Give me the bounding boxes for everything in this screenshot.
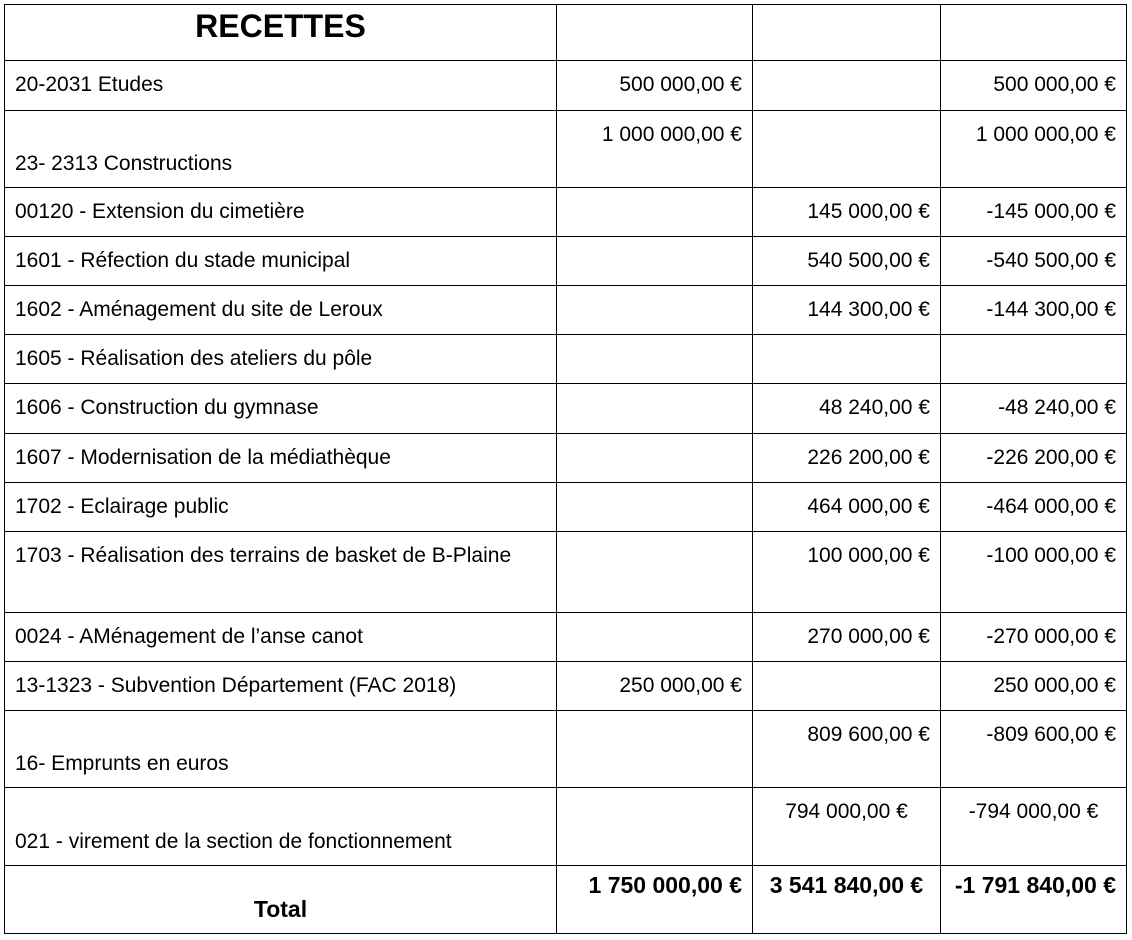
row-amount: -464 000,00 € xyxy=(941,483,1127,532)
row-amount xyxy=(753,662,941,711)
row-label: 23- 2313 Constructions xyxy=(5,111,557,188)
table-row xyxy=(5,384,1127,434)
table-title: RECETTES xyxy=(5,5,557,61)
total-amount: -1 791 840,00 € xyxy=(941,866,1127,934)
row-amount xyxy=(557,434,753,483)
recettes-table xyxy=(4,4,1127,934)
row-label: 1702 - Eclairage public xyxy=(5,483,557,532)
row-amount xyxy=(557,788,753,866)
header-row xyxy=(5,5,1127,61)
row-label: 1607 - Modernisation de la médiathèque xyxy=(5,434,557,483)
row-label: 1602 - Aménagement du site de Leroux xyxy=(5,286,557,335)
row-amount: 500 000,00 € xyxy=(557,61,753,111)
row-amount xyxy=(557,286,753,335)
row-amount: -809 600,00 € xyxy=(941,711,1127,788)
row-amount xyxy=(557,532,753,613)
row-amount xyxy=(557,188,753,237)
total-amount: 1 750 000,00 € xyxy=(557,866,753,934)
row-amount: -144 300,00 € xyxy=(941,286,1127,335)
total-row xyxy=(5,866,1127,934)
row-amount: -540 500,00 € xyxy=(941,237,1127,286)
row-amount xyxy=(557,384,753,434)
row-amount: 1 000 000,00 € xyxy=(941,111,1127,188)
row-amount: -270 000,00 € xyxy=(941,613,1127,662)
row-amount xyxy=(753,111,941,188)
row-amount: 100 000,00 € xyxy=(753,532,941,613)
row-amount: 144 300,00 € xyxy=(753,286,941,335)
row-amount: 270 000,00 € xyxy=(753,613,941,662)
table-row xyxy=(5,286,1127,335)
table-row xyxy=(5,711,1127,788)
row-amount: -100 000,00 € xyxy=(941,532,1127,613)
row-label: 0024 - AMénagement de l’anse canot xyxy=(5,613,557,662)
table-row xyxy=(5,188,1127,237)
row-amount: 500 000,00 € xyxy=(941,61,1127,111)
row-amount: 1 000 000,00 € xyxy=(557,111,753,188)
row-amount xyxy=(557,483,753,532)
table-row xyxy=(5,61,1127,111)
row-label: 021 - virement de la section de fonctionnement xyxy=(5,788,557,866)
row-amount xyxy=(753,335,941,384)
row-label: 16- Emprunts en euros xyxy=(5,711,557,788)
row-amount: 145 000,00 € xyxy=(753,188,941,237)
total-amount: 3 541 840,00 € xyxy=(753,866,941,934)
row-amount xyxy=(557,711,753,788)
row-amount xyxy=(557,335,753,384)
total-label: Total xyxy=(5,866,557,934)
row-amount xyxy=(557,237,753,286)
row-label: 1605 - Réalisation des ateliers du pôle xyxy=(5,335,557,384)
row-amount: 794 000,00 € xyxy=(753,788,941,866)
row-amount: 250 000,00 € xyxy=(557,662,753,711)
table-row xyxy=(5,335,1127,384)
row-amount: -48 240,00 € xyxy=(941,384,1127,434)
table-row xyxy=(5,237,1127,286)
row-amount: 250 000,00 € xyxy=(941,662,1127,711)
row-amount: 48 240,00 € xyxy=(753,384,941,434)
table-row xyxy=(5,111,1127,188)
row-label: 1606 - Construction du gymnase xyxy=(5,384,557,434)
table-row xyxy=(5,662,1127,711)
row-amount xyxy=(753,61,941,111)
table-row xyxy=(5,483,1127,532)
table-row xyxy=(5,613,1127,662)
row-label: 13-1323 - Subvention Département (FAC 2018) xyxy=(5,662,557,711)
row-amount: 809 600,00 € xyxy=(753,711,941,788)
row-amount xyxy=(557,613,753,662)
table-row xyxy=(5,434,1127,483)
row-amount: -226 200,00 € xyxy=(941,434,1127,483)
row-amount: 464 000,00 € xyxy=(753,483,941,532)
row-label: 1703 - Réalisation des terrains de basket de B-Plaine xyxy=(5,532,557,613)
row-amount xyxy=(941,335,1127,384)
row-label: 20-2031 Etudes xyxy=(5,61,557,111)
row-label: 00120 - Extension du cimetière xyxy=(5,188,557,237)
row-amount: 540 500,00 € xyxy=(753,237,941,286)
row-amount: 226 200,00 € xyxy=(753,434,941,483)
header-cell xyxy=(557,5,753,61)
row-amount: -794 000,00 € xyxy=(941,788,1127,866)
header-cell xyxy=(941,5,1127,61)
row-amount: -145 000,00 € xyxy=(941,188,1127,237)
table-row xyxy=(5,788,1127,866)
row-label: 1601 - Réfection du stade municipal xyxy=(5,237,557,286)
table-row xyxy=(5,532,1127,613)
header-cell xyxy=(753,5,941,61)
